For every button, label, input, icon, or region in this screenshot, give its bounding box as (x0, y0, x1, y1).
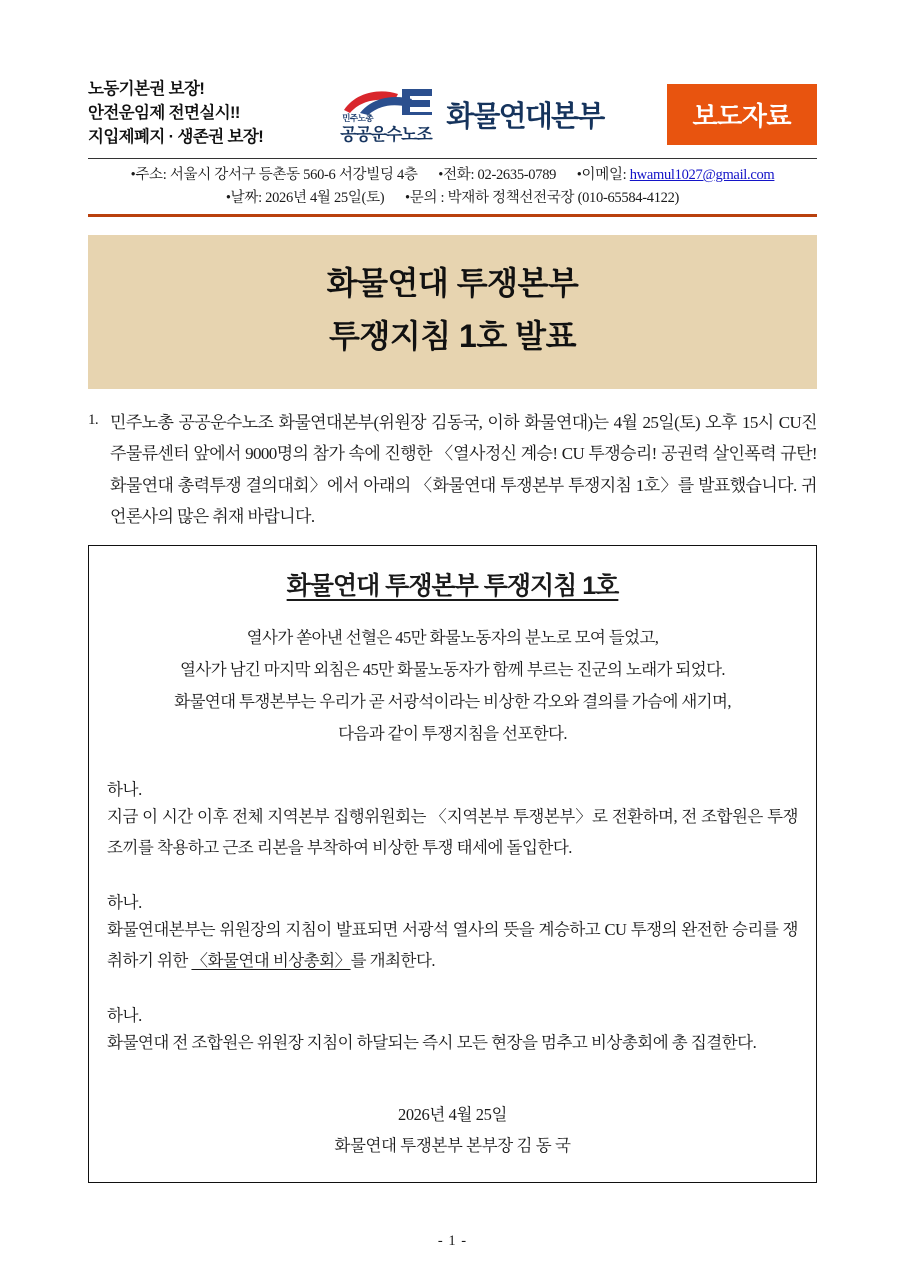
organization-logo (277, 86, 666, 142)
clause-text: 화물연대 전 조합원은 위원장 지침이 하달되는 즉시 모든 현장을 멈추고 비상총회에 총 집결한다. (107, 1033, 757, 1053)
header-divider-bottom (88, 214, 817, 217)
address-value: 서울시 강서구 등촌동 560-6 서강빌딩 4층 (169, 167, 418, 183)
date-label: •날짜: (225, 190, 262, 207)
contact-line-2 (88, 187, 817, 210)
guideline-box (88, 545, 817, 1183)
guideline-title: 화물연대 투쟁본부 투쟁지침 1호 (286, 571, 619, 600)
clause-text (107, 915, 798, 976)
signature-name: 화물연대 투쟁본부 본부장 김 동 국 (334, 1136, 571, 1156)
slogan-line-1: 노동기본권 보장! (88, 80, 205, 99)
guideline-verse (107, 622, 798, 751)
union-small-label: 민주노총 (342, 113, 374, 123)
verse-line-2: 열사가 남긴 마지막 외침은 45만 화물노동자가 함께 부르는 진군의 노래가 되었다. (180, 659, 725, 679)
guideline-clause (107, 776, 798, 863)
signature-block (107, 1099, 798, 1162)
phone-value: 02-2635-0789 (477, 167, 557, 183)
org-name-label: 화물연대본부 (446, 100, 604, 133)
intro-number: 1. (88, 411, 99, 428)
intro-paragraph (88, 407, 817, 533)
slogan-block (88, 78, 263, 150)
title-banner (88, 235, 817, 389)
verse-line-3: 화물연대 투쟁본부는 우리가 곧 서광석이라는 비상한 각오와 결의를 가슴에 새기며, (174, 692, 731, 712)
inquiry-label: •문의 : (404, 190, 445, 207)
address-label: •주소: (130, 167, 167, 183)
clause-head: 하나. (107, 893, 142, 913)
page-number: - 1 - (437, 1233, 468, 1249)
guideline-clause (107, 1002, 798, 1059)
clause-text-after: 를 개최한다. (350, 950, 436, 970)
clause-text-before: 화물연대본부는 위원장의 지침이 발표되면 서광석 열사의 뜻을 계승하고 CU 투쟁의 완전한 승리를 쟁취하기 위한 (107, 920, 798, 970)
contact-line-1 (88, 164, 817, 187)
signature-date: 2026년 4월 25일 (397, 1104, 508, 1124)
document-header (88, 78, 817, 150)
email-link[interactable]: hwamul1027@gmail.com (629, 167, 775, 183)
intro-text: 민주노총 공공운수노조 화물연대본부(위원장 김동국, 이하 화물연대)는 4월 25일(토) 오후 15시 CU진주물류센터 앞에서 9000명의 참가 속에 진행한 〈열사정신 계승! CU 투쟁승리! 공권력 살인폭력 규탄! 화물연대 총력투쟁 결의대회〉에서 아래의 〈화물연대 투쟁본부 투쟁지침 1호〉를 발표했습니다. 귀 언론사의 많은 취재 바랍니다. (110, 412, 817, 527)
slogan-line-2: 안전운임제 전면실시!! (88, 104, 240, 123)
slogan-line-3: 지입제폐지 · 생존권 보장! (88, 127, 264, 146)
inquiry-value: 박재하 정책선전국장 (010-65584-4122) (447, 190, 680, 207)
guideline-clause (107, 889, 798, 976)
clause-text: 지금 이 시간 이후 전체 지역본부 집행위원회는 〈지역본부 투쟁본부〉로 전환하며, 전 조합원은 투쟁조끼를 착용하고 근조 리본을 부착하여 비상한 투쟁 태세에 돌입한다. (107, 807, 798, 857)
union-main-label: 공공운수노조 (340, 125, 432, 144)
clause-head: 하나. (107, 1006, 142, 1026)
clause-text-emphasis: 〈화물연대 비상총회〉 (191, 950, 351, 970)
contact-info (88, 159, 817, 214)
email-label: •이메일: (576, 167, 627, 183)
date-value: 2026년 4월 25일(토) (265, 190, 385, 207)
title-line-1: 화물연대 투쟁본부 (326, 265, 579, 302)
phone-label: •전화: (438, 167, 475, 183)
press-release-badge: 보도자료 (667, 84, 817, 145)
verse-line-1: 열사가 쏟아낸 선혈은 45만 화물노동자의 분노로 모여 들었고, (246, 627, 659, 647)
union-emblem-icon (340, 86, 436, 142)
clause-head: 하나. (107, 780, 142, 800)
verse-line-4: 다음과 같이 투쟁지침을 선포한다. (338, 724, 567, 744)
title-line-2: 투쟁지침 1호 발표 (329, 318, 576, 355)
